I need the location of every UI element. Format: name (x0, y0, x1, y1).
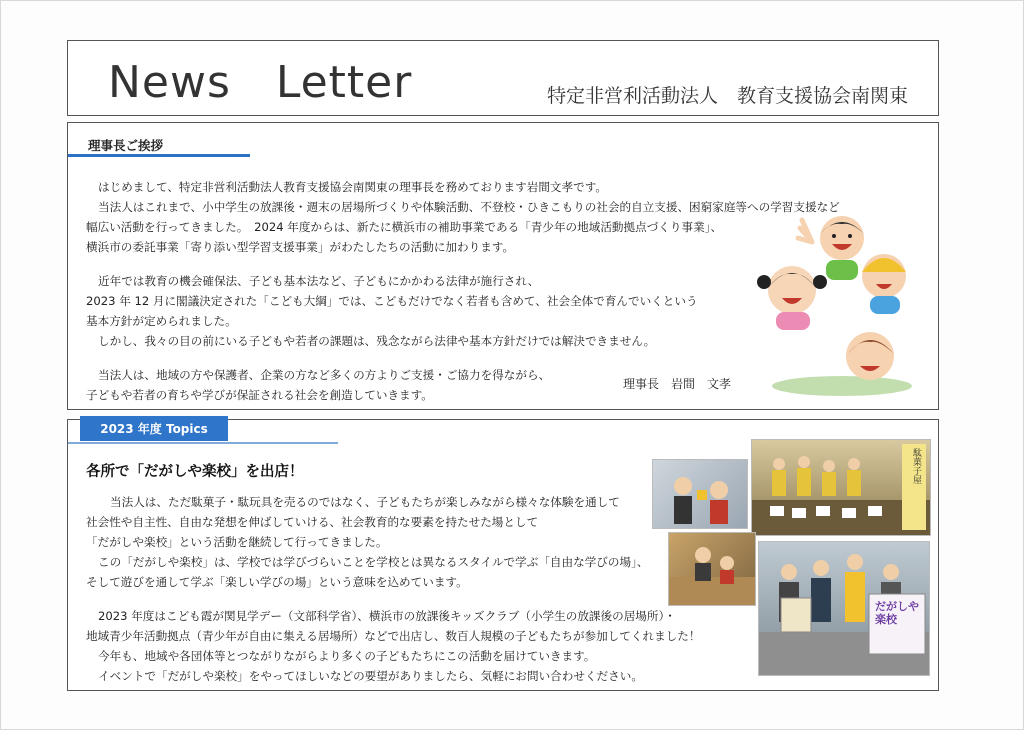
greeting-line: 幅広い活動を行ってきました。 2024 年度からは、新たに横浜市の補助事業である「青少年の地域活動拠点づくり事業」、 (86, 220, 723, 234)
topics-line: 社会性や自主性、自由な発想を伸ばしていける、社会教育的な要素を持たせた場として (86, 515, 539, 529)
children-illustration (752, 208, 928, 404)
greeting-line: 横浜市の委託事業「寄り添い型学習支援事業」がわたしたちの活動に加わります。 (86, 240, 515, 254)
topics-line: 「だがしや楽校」という活動を継続して行ってきました。 (86, 535, 388, 549)
greeting-line: 基本方針が定められました。 (86, 314, 237, 328)
photo-children-with-toys (652, 459, 748, 529)
photo-dagashi-booth (751, 439, 931, 536)
topics-line: イベントで「だがしや楽校」をやってほしいなどの要望がありましたら、気軽にお問い合わせください。 (98, 669, 643, 683)
greeting-line: 子どもや若者の育ちや学びが保証される社会を創造していきます。 (86, 388, 433, 402)
topics-line: そして遊びを通して学ぶ「楽しい学びの場」という意味を込めています。 (86, 575, 468, 589)
greeting-line: 近年では教育の機会確保法、子ども基本法など、子どもにかかわる法律が施行され、 (98, 274, 540, 288)
topics-line: 地域青少年活動拠点（青少年が自由に集える居場所）などで出店し、数百人規模の子どもたちが参加してくれました！ (86, 629, 701, 643)
photo-playroom (668, 532, 756, 606)
topics-tab-label: 2023 年度 Topics (80, 416, 228, 441)
greeting-section-label: 理事長ご挨拶 (88, 138, 164, 153)
greeting-spacer (86, 257, 840, 271)
photo-children-with-signs (758, 541, 930, 676)
organization-name: 特定非営利活動法人 教育支援協会南関東 (546, 85, 908, 107)
greeting-spacer (86, 351, 840, 365)
topics-line: この「だがしや楽校」は、学校では学びづらいことを学校とは異なるスタイルで学ぶ「自由な学びの場」、 (98, 555, 649, 569)
greeting-line: 当法人は、地域の方や保護者、企業の方など多くの方よりご支援・ご協力を得ながら、 (98, 368, 551, 382)
topics-body (86, 492, 700, 686)
topics-line: 当法人は、ただ駄菓子・駄玩具を売るのではなく、子どもたちが楽しみながら様々な体験を通して (110, 495, 620, 509)
dagashi-sign: だがしや楽校 (875, 600, 919, 626)
greeting-body (86, 177, 840, 405)
newsletter-title: News Letter (108, 57, 413, 108)
topics-line: 2023 年度はこども霞が関見学デー（文部科学省）、横浜市の放課後キッズクラブ（小学生の放課後の居場所）・ (98, 609, 676, 623)
newsletter-header (67, 40, 939, 116)
booth-sign: 駄菓子屋 (911, 448, 921, 484)
topics-line: 今年も、地域や各団体等とつながりながらより多くの子どもたちにこの活動を届けていきます。 (98, 649, 596, 663)
topics-headline: 各所で「だがしや楽校」を出店！ (86, 464, 304, 480)
section-underline (68, 154, 250, 157)
greeting-line: 2023 年 12 月に閣議決定された「こども大綱」では、こどもだけでなく若者も含めて、社会全体で育んでいくという (86, 294, 698, 308)
topics-spacer (86, 592, 700, 606)
greeting-line: しかし、我々の目の前にいる子どもや若者の課題は、残念ながら法律や基本方針だけでは解決できません。 (98, 334, 656, 348)
chairman-signature: 理事長 岩間 文孝 (623, 377, 732, 391)
greeting-line: はじめまして、特定非営利活動法人教育支援協会南関東の理事長を務めております岩間文孝です。 (98, 180, 607, 194)
topics-underline (68, 442, 338, 444)
greeting-line: 当法人はこれまで、小中学生の放課後・週末の居場所づくりや体験活動、不登校・ひきこもりの社会的自立支援、困窮家庭等への学習支援など (98, 200, 840, 214)
